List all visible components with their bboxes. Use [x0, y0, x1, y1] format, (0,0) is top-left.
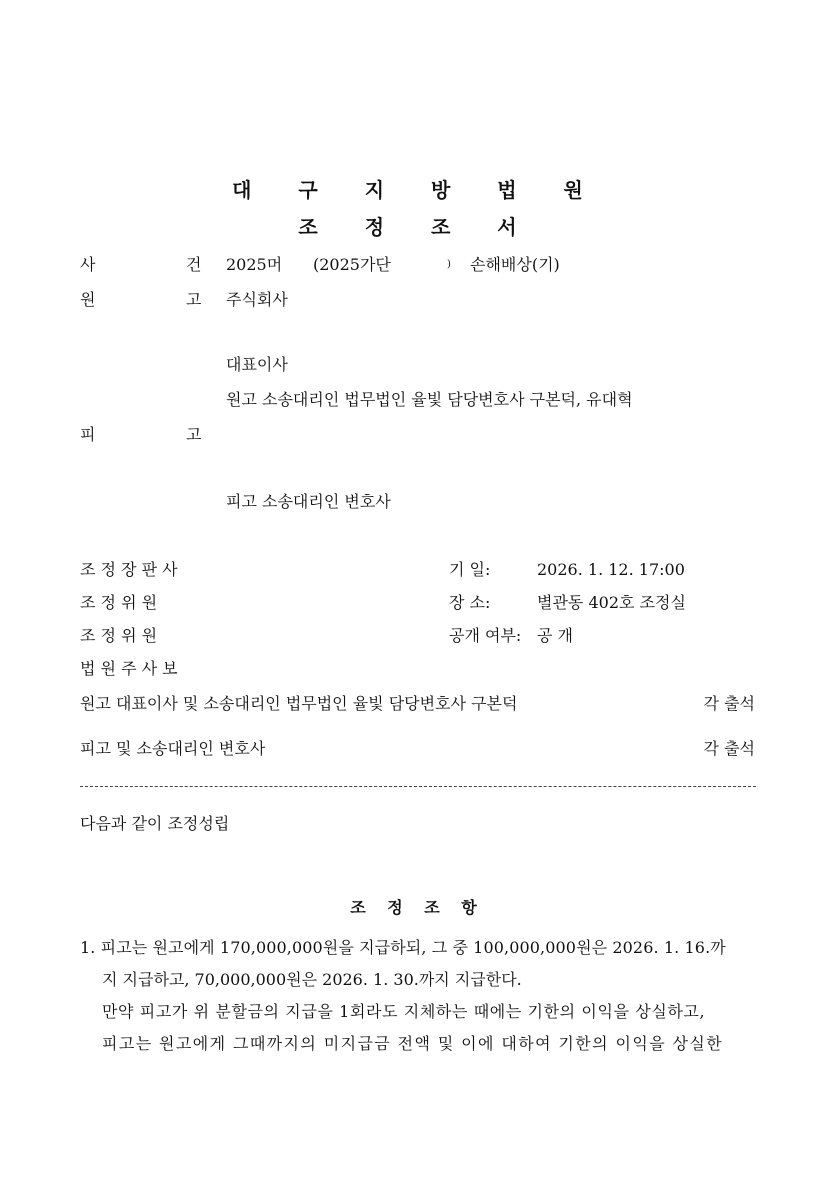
session-date-label: 기 일:: [449, 560, 491, 579]
attendance-plaintiff-status: 각 출석: [703, 694, 755, 713]
session-public-value: 공 개: [537, 626, 573, 645]
session-public-label: 공개 여부:: [449, 626, 522, 645]
session-place-label: 장 소:: [449, 593, 491, 612]
original-case-number: (2025가단: [313, 255, 391, 274]
plaintiff-label-left: 원: [80, 290, 96, 309]
attendance-defendant: 피고 및 소송대리인 변호사: [80, 739, 266, 758]
term-1-line-3: 만약 피고가 위 분할금의 지급을 1회라도 지체하는 때에는 기한의 이익을 상실하고,: [102, 1002, 706, 1021]
attendance-defendant-status: 각 출석: [703, 739, 755, 758]
terms-heading: 조 정 조 항: [350, 898, 485, 917]
official-mediator-1: 조 정 위 원: [80, 593, 158, 612]
document-title: 조 정 조 서: [298, 215, 537, 239]
dashed-divider: [80, 786, 756, 787]
official-court-clerk: 법 원 주 사 보: [80, 659, 178, 678]
official-mediator-2: 조 정 위 원: [80, 626, 158, 645]
case-label-left: 사: [80, 255, 96, 274]
case-label-right: 건: [186, 255, 202, 274]
term-1-line-4: 피고는 원고에게 그때까지의 미지급금 전액 및 이에 대하여 기한의 이익을 상실한: [102, 1034, 724, 1053]
plaintiff-name: 주식회사: [226, 290, 288, 309]
case-number: 2025머: [226, 255, 283, 274]
paren-close: ): [447, 259, 451, 270]
plaintiff-label-right: 고: [186, 290, 202, 309]
official-presiding-judge: 조 정 장 판 사: [80, 560, 178, 579]
court-name: 대 구 지 방 법 원: [232, 178, 603, 202]
session-date-value: 2026. 1. 12. 17:00: [537, 560, 685, 579]
case-name: 손해배상(기): [470, 255, 560, 274]
session-place-value: 별관동 402호 조정실: [537, 593, 686, 612]
attendance-plaintiff: 원고 대표이사 및 소송대리인 법무법인 율빛 담당변호사 구본덕: [80, 694, 518, 713]
defendant-label-right: 고: [186, 425, 202, 444]
plaintiff-representative: 대표이사: [226, 355, 288, 374]
defendant-label-left: 피: [80, 425, 96, 444]
mediation-result: 다음과 같이 조정성립: [80, 814, 230, 833]
defendant-counsel: 피고 소송대리인 변호사: [226, 492, 391, 511]
term-1-line-1: 1. 피고는 원고에게 170,000,000원을 지급하되, 그 중 100,000,000원은 2026. 1. 16.까: [80, 938, 726, 957]
term-1-line-2: 지 지급하고, 70,000,000원은 2026. 1. 30.까지 지급한다.: [102, 970, 522, 989]
plaintiff-counsel: 원고 소송대리인 법무법인 율빛 담당변호사 구본덕, 유대혁: [226, 390, 633, 409]
